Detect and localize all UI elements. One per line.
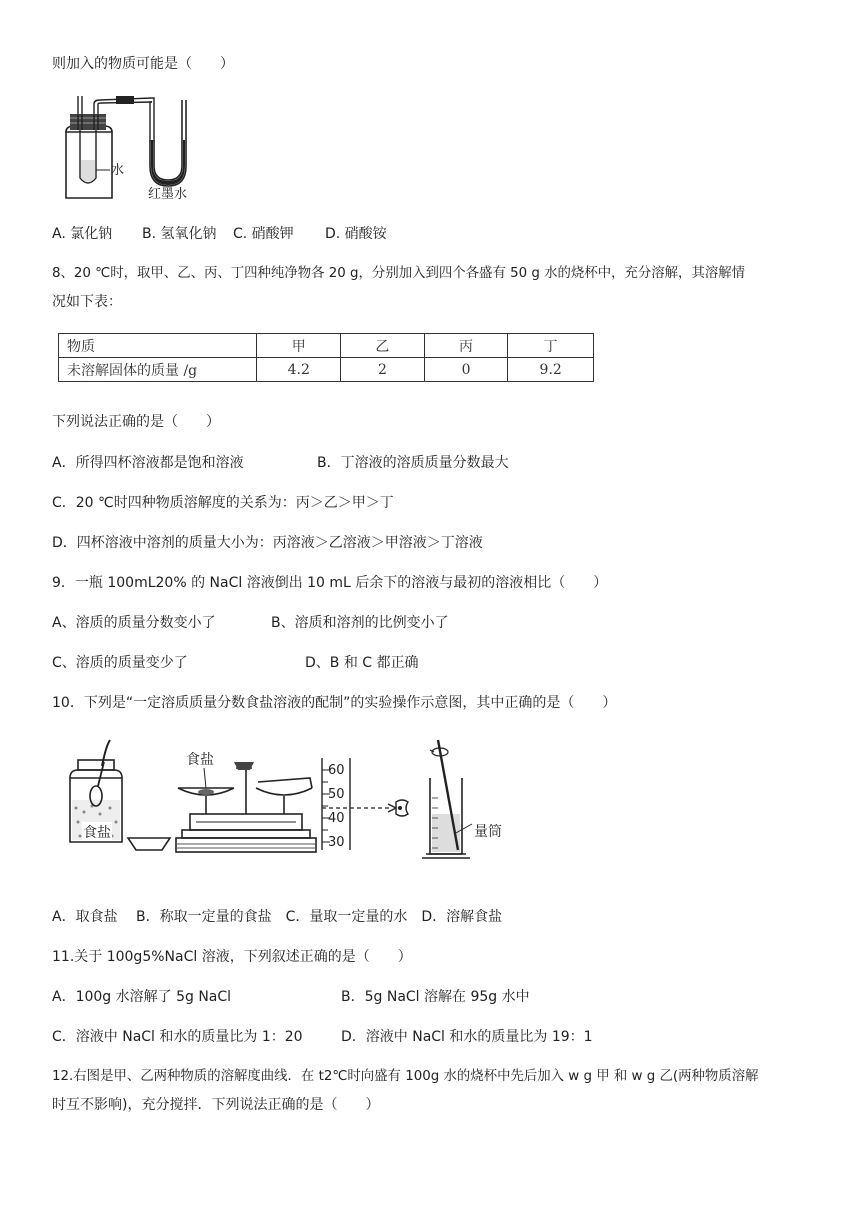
q7-option-a: A. 氯化钠 <box>52 226 113 242</box>
q8-stem-line2: 况如下表： <box>52 294 122 310</box>
q9-option-d: D、B 和 C 都正确 <box>305 655 419 671</box>
q10-dish <box>128 838 170 850</box>
q10-options: A．取食盐 B．称取一定量的食盐 C．量取一定量的水 D．溶解食盐 <box>52 909 503 925</box>
q7-option-d: D. 硝酸铵 <box>325 226 387 242</box>
q12-stem-line1: 12.右图是甲、乙两种物质的溶解度曲线．在 t2℃时向盛有 100g 水的烧杯中先后加入 w g 甲 和 w g 乙(两种物质溶解 <box>52 1069 759 1084</box>
q11-option-d: D．溶液中 NaCl 和水的质量比为 19：1 <box>341 1029 593 1045</box>
table-header-cell: 物质 <box>59 334 257 358</box>
q11-option-c: C．溶液中 NaCl 和水的质量比为 1：20 <box>52 1029 303 1045</box>
q8-data-table <box>58 333 594 382</box>
q8-question: 下列说法正确的是（ ） <box>52 414 220 430</box>
table-row <box>59 358 594 382</box>
q10-balance-salt-label: 食盐 <box>186 752 214 768</box>
q7-option-c: C. 硝酸钾 <box>233 226 294 242</box>
q7-stem: 则加入的物质可能是（ ） <box>52 56 234 72</box>
q10-stem: 10．下列是“一定溶质质量分数食盐溶液的配制”的实验操作示意图，其中正确的是（ ） <box>52 695 617 711</box>
table-header-cell: 丙 <box>424 334 508 358</box>
q9-option-a: A、溶质的质量分数变小了 <box>52 615 216 631</box>
q12-stem-line2: 时互不影响)，充分搅拌．下列说法正确的是（ ） <box>52 1097 380 1113</box>
eye-icon <box>396 800 408 816</box>
table-header-cell: 丁 <box>508 334 594 358</box>
q7-apparatus-figure <box>60 90 220 202</box>
q8-option-c: C．20 ℃时四种物质溶解度的关系为：丙＞乙＞甲＞丁 <box>52 495 394 511</box>
table-header-cell: 乙 <box>341 334 425 358</box>
q7-water-label: 水 <box>111 163 125 178</box>
q7-red-ink-label: 红墨水 <box>148 187 188 202</box>
table-header-row <box>59 334 594 358</box>
table-cell: 9.2 <box>508 358 594 382</box>
q7-u-tube <box>150 100 186 186</box>
q9-stem: 9．一瓶 100mL20% 的 NaCl 溶液倒出 10 mL 后余下的溶液与最初的溶液相比（ ） <box>52 575 608 591</box>
q10-salt-jar-label: 食盐 <box>83 825 111 841</box>
table-cell: 2 <box>341 358 425 382</box>
q7-stopper <box>70 114 106 130</box>
q11-stem: 11.关于 100g5%NaCl 溶液，下列叙述正确的是（ ） <box>52 949 412 965</box>
q10-experiment-figure <box>66 738 526 868</box>
q8-option-b: B．丁溶液的溶质质量分数最大 <box>317 455 509 471</box>
q8-stem-line1: 8、20 ℃时，取甲、乙、丙、丁四种纯净物各 20 g，分别加入到四个各盛有 50 g 水的烧杯中，充分溶解，其溶解情 <box>52 266 746 281</box>
q10-balance <box>176 768 316 852</box>
q8-option-a: A．所得四杯溶液都是饱和溶液 <box>52 455 244 471</box>
table-cell: 4.2 <box>257 358 341 382</box>
q10-scale-40: 40 <box>328 811 345 826</box>
table-row-label: 未溶解固体的质量 /g <box>59 358 257 382</box>
q11-option-b: B．5g NaCl 溶解在 95g 水中 <box>341 989 530 1005</box>
table-header-cell: 甲 <box>257 334 341 358</box>
q9-option-c: C、溶质的质量变少了 <box>52 655 188 671</box>
q8-option-d: D．四杯溶液中溶剂的质量大小为：丙溶液＞乙溶液＞甲溶液＞丁溶液 <box>52 535 483 551</box>
q10-scale-50: 50 <box>328 787 345 802</box>
q7-option-b: B. 氢氧化钠 <box>142 226 217 242</box>
q9-option-b: B、溶质和溶剂的比例变小了 <box>271 615 449 631</box>
q10-scale-60: 60 <box>328 763 345 778</box>
table-cell: 0 <box>424 358 508 382</box>
q10-scale-30: 30 <box>328 835 345 850</box>
q10-cylinder-label: 量筒 <box>474 824 502 840</box>
q11-option-a: A．100g 水溶解了 5g NaCl <box>52 989 232 1005</box>
